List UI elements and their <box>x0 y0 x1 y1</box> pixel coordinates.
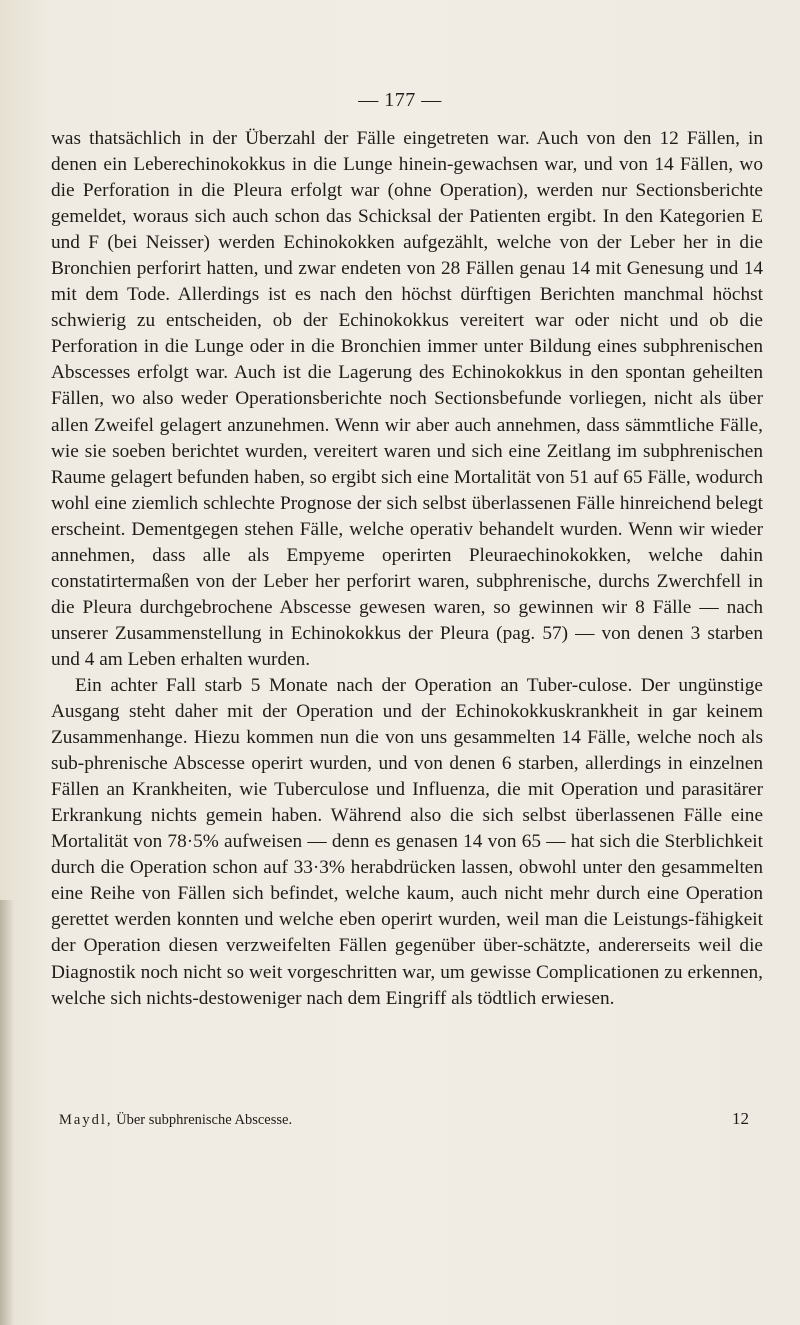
paragraph-1: was thatsächlich in der Überzahl der Fälle eingetreten war. Auch von den 12 Fällen, in denen ein Leberechinokokkus in die Lunge hinein-gewachsen war, und von 14 Fällen, wo die Perforation in die Pleura erfolgt war (ohne Operation), werden nur Sectionsberichte gemeldet, woraus sich auch schon das Schicksal der Patienten ergibt. In den Kategorien E und F (bei Neisser) werden Echinokokken aufgezählt, welche von der Leber her in die Bronchien perforirt hatten, und zwar endeten von 28 Fällen genau 14 mit Genesung und 14 mit dem Tode. Allerdings ist es nach den höchst dürftigen Berichten manchmal höchst schwierig zu entscheiden, ob der Echinokokkus vereitert war oder nicht und ob die Perforation in die Lunge oder in die Bronchien immer unter Bildung eines subphrenischen Abscesses erfolgt war. Auch ist die Lagerung des Echinokokkus in den spontan geheilten Fällen, wo also weder Operationsberichte noch Sectionsbefunde vorliegen, nicht als über allen Zweifel gelagert anzunehmen. Wenn wir aber auch annehmen, dass sämmtliche Fälle, wie sie soeben berichtet wurden, vereitert waren und sich eine Zeitlang im subphrenischen Raume gelagert befunden haben, so ergibt sich eine Mortalität von 51 auf 65 Fälle, wodurch wohl eine ziemlich schlechte Prognose der sich selbst überlassenen Fälle hinreichend belegt erscheint. Dementgegen stehen Fälle, welche operativ behandelt wurden. Wenn wir wieder annehmen, dass alle als Empyeme operirten Pleuraechinokokken, welche dahin constatirtermaßen von der Leber her perforirt waren, subphrenische, durchs Zwerchfell in die Pleura durchgebrochene Abscesse gewesen waren, so gewinnen wir 8 Fälle — nach unserer Zusammenstellung in Echinokokkus der Pleura (pag. 57) — von denen 3 starben und 4 am Leben erhalten wurden. <box>51 128 763 670</box>
paragraph-2: Ein achter Fall starb 5 Monate nach der Operation an Tuber-culose. Der ungünstige Ausgang steht daher mit der Operation und der Echinokokkuskrankheit in gar keinem Zusammenhange. Hiezu kommen nun die von uns gesammelten 14 Fälle, welche noch als sub-phrenische Abscesse operirt wurden, und von denen 6 starben, allerdings in einzelnen Fällen an Krankheiten, wie Tuberculose und Influenza, die mit Operation und parasitärer Erkrankung nichts gemein haben. Während also die sich selbst überlassenen Fälle eine Mortalität von 78·5% aufweisen — denn es genasen 14 von 65 — hat sich die Sterblichkeit durch die Operation schon auf 33·3% herabdrücken lassen, obwohl unter den gesammelten eine Reihe von Fällen sich befindet, welche kaum, auch nicht mehr durch eine Operation gerettet werden konnten und welche eben operirt wurden, weil man die Leistungs-fähigkeit der Operation diesen verzweifelten Fällen gegenüber über-schätzte, andererseits weil die Diagnostik noch nicht so weit vorgeschritten war, um gewisse Complicationen zu erkennen, welche sich nichts-destoweniger nach dem Eingriff als tödtlich erwiesen. <box>51 674 763 1009</box>
footer-author: Maydl, <box>59 1112 113 1128</box>
body-text <box>51 126 763 1012</box>
page-footer <box>59 1109 749 1129</box>
footer-title: Über subphrenische Abscesse. <box>116 1112 293 1128</box>
page-edge-shadow <box>0 900 14 1325</box>
page-number: — 177 — <box>358 89 442 111</box>
footer-signature: 12 <box>732 1109 749 1128</box>
